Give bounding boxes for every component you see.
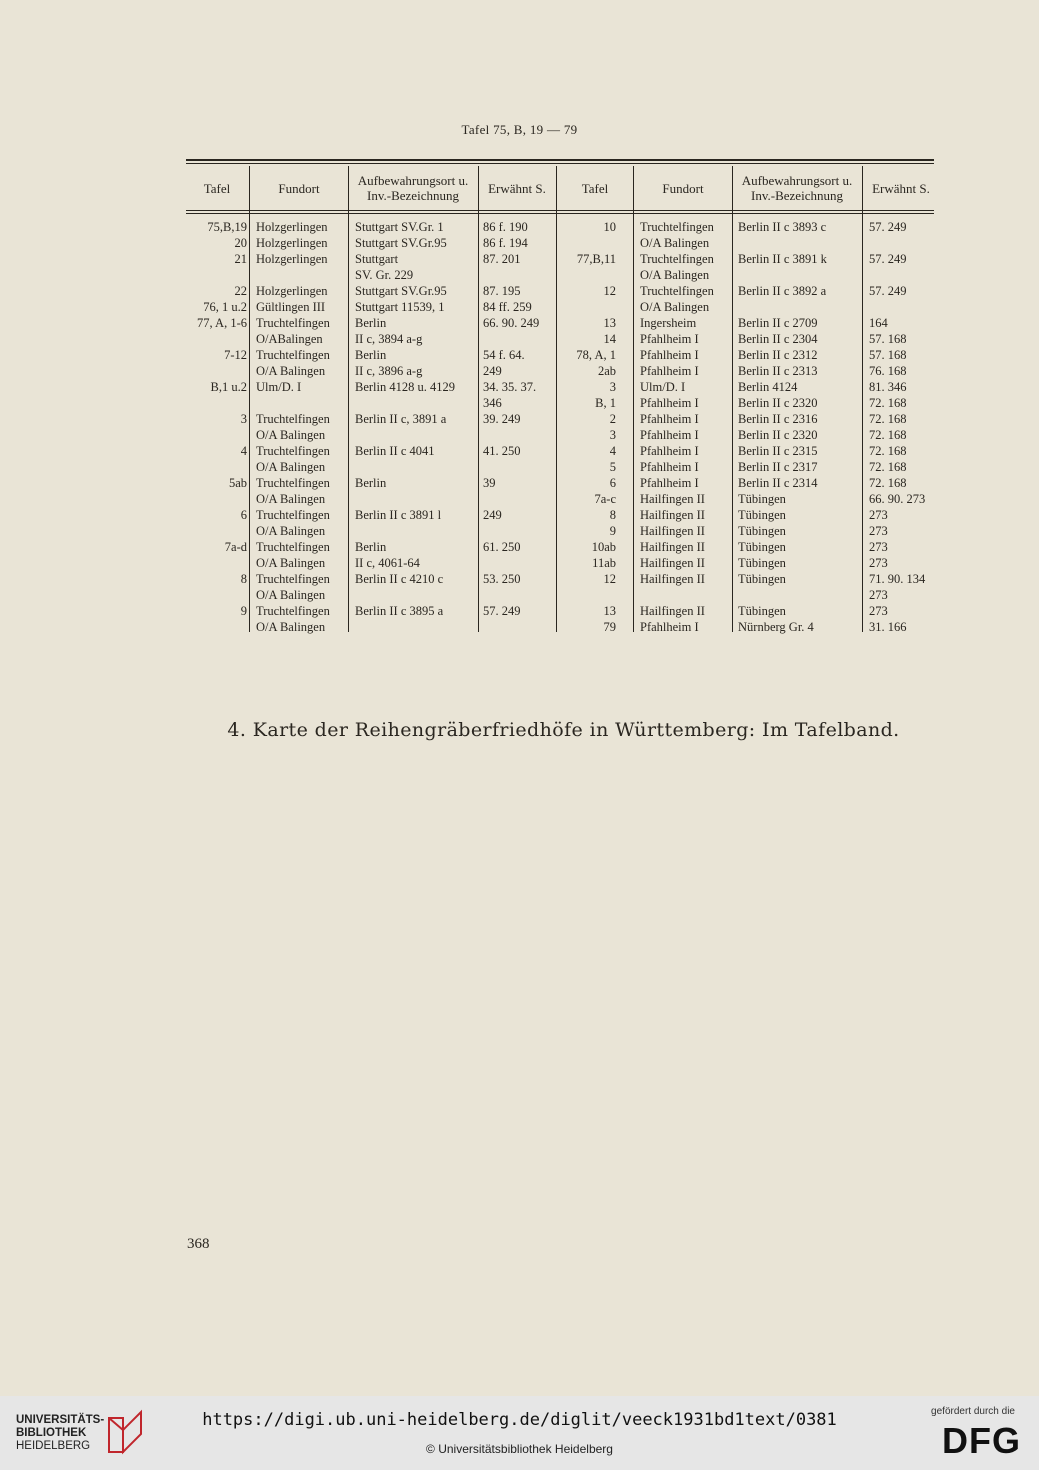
cell-left-erw: 41. 250: [483, 444, 521, 458]
column-divider: [478, 166, 479, 632]
table-top-rule-thin: [186, 163, 934, 164]
cell-left-aufb: Berlin II c 4210 c: [355, 572, 444, 586]
cell-left-aufb: II c, 4061-64: [355, 556, 420, 570]
cell-right-tafel: 10: [603, 220, 616, 234]
cell-left-tafel: 77, A, 1-6: [197, 316, 247, 330]
logo-line: HEIDELBERG: [16, 1440, 91, 1452]
cell-left-aufb: Berlin: [355, 348, 387, 362]
cell-right-erw: 72. 168: [869, 396, 907, 410]
cell-right-tafel: 2: [609, 412, 616, 426]
dfg-logo: DFG: [942, 1420, 1021, 1461]
cell-left-fund: Holzgerlingen: [256, 236, 328, 250]
cell-right-aufb: Berlin II c 3891 k: [738, 252, 827, 266]
cell-right-erw: 164: [869, 316, 888, 330]
cell-left-erw: 86 f. 190: [483, 220, 528, 234]
cell-right-tafel: 4: [609, 444, 616, 458]
cell-right-erw: 273: [869, 556, 888, 570]
cell-left-erw: 249: [483, 364, 502, 378]
header-separator-rule-thin: [186, 213, 934, 214]
cell-right-fund: Ingersheim: [640, 316, 697, 330]
cell-left-erw: 87. 195: [483, 284, 521, 298]
table-top-rule: [186, 159, 934, 161]
cell-left-tafel: 76, 1 u.2: [203, 300, 247, 314]
cell-right-fund: Pfahlheim I: [640, 332, 699, 346]
cell-right-aufb: Tübingen: [738, 492, 786, 506]
cell-right-fund: Truchtelfingen: [640, 252, 714, 266]
cell-right-fund: Ulm/D. I: [640, 380, 686, 394]
cell-right-tafel: 10ab: [591, 540, 616, 554]
cell-left-fund: Holzgerlingen: [256, 220, 328, 234]
cell-left-erw: 346: [483, 396, 502, 410]
cell-left-fund: Truchtelfingen: [256, 476, 330, 490]
header-tafel-left: Tafel: [203, 180, 231, 196]
cell-right-fund: Pfahlheim I: [640, 476, 699, 490]
cell-left-tafel: 20: [234, 236, 247, 250]
funder-note: gefördert durch die: [931, 1406, 1015, 1417]
cell-left-erw: 34. 35. 37.: [483, 380, 537, 394]
cell-right-fund: Pfahlheim I: [640, 364, 699, 378]
cell-left-aufb: Berlin: [355, 540, 387, 554]
logo-line: BIBLIOTHEK: [16, 1427, 87, 1439]
cell-right-tafel: 3: [609, 380, 616, 394]
cell-right-tafel: B, 1: [595, 396, 616, 410]
column-divider: [732, 166, 733, 632]
header-aufbewahrungsort-right: Aufbewahrungsort u. Inv.-Bezeichnung: [741, 173, 853, 203]
cell-right-fund: Pfahlheim I: [640, 396, 699, 410]
cell-right-aufb: Berlin II c 2314: [738, 476, 818, 490]
cell-right-erw: 273: [869, 588, 888, 602]
cell-right-erw: 76. 168: [869, 364, 907, 378]
cell-right-erw: 72. 168: [869, 412, 907, 426]
cell-left-aufb: Stuttgart SV.Gr.95: [355, 284, 447, 298]
page-number: 368: [187, 1236, 210, 1252]
permalink-url[interactable]: https://digi.ub.uni-heidelberg.de/diglit/veeck1931bd1text/0381: [202, 1410, 837, 1430]
cell-right-aufb: Tübingen: [738, 540, 786, 554]
cell-right-tafel: 2ab: [597, 364, 616, 378]
cell-left-fund: O/A Balingen: [256, 364, 326, 378]
cell-right-fund: Hailfingen II: [640, 492, 705, 506]
header-erwaehnt-left: Erwähnt S.: [488, 180, 546, 196]
copyright-notice: © Universitätsbibliothek Heidelberg: [426, 1442, 613, 1456]
cell-left-erw: 249: [483, 508, 502, 522]
cell-left-aufb: Berlin II c 4041: [355, 444, 435, 458]
cell-left-erw: 53. 250: [483, 572, 521, 586]
cell-right-erw: 57. 249: [869, 220, 907, 234]
cell-right-tafel: 77,B,11: [576, 252, 616, 266]
cell-left-tafel: 3: [240, 412, 247, 426]
cell-left-fund: Truchtelfingen: [256, 572, 330, 586]
column-divider: [348, 166, 349, 632]
header-separator-rule: [186, 210, 934, 211]
cell-left-erw: 39: [483, 476, 496, 490]
cell-left-erw: 86 f. 194: [483, 236, 528, 250]
cell-left-tafel: 8: [240, 572, 247, 586]
cell-right-fund: Pfahlheim I: [640, 620, 699, 634]
cell-left-fund: O/A Balingen: [256, 492, 326, 506]
cell-right-erw: 72. 168: [869, 428, 907, 442]
cell-right-aufb: Berlin II c 2312: [738, 348, 818, 362]
cell-left-tafel: 22: [234, 284, 247, 298]
footer-bar: [0, 1396, 1039, 1470]
cell-left-tafel: 7-12: [224, 348, 247, 362]
cell-right-aufb: Berlin 4124: [738, 380, 798, 394]
cell-right-fund: Truchtelfingen: [640, 220, 714, 234]
cell-right-aufb: Berlin II c 2304: [738, 332, 818, 346]
cell-left-fund: Truchtelfingen: [256, 508, 330, 522]
cell-left-fund: O/A Balingen: [256, 460, 326, 474]
cell-right-erw: 31. 166: [869, 620, 907, 634]
cell-left-tafel: 6: [240, 508, 247, 522]
cell-right-tafel: 11ab: [592, 556, 616, 570]
cell-right-aufb: Berlin II c 2709: [738, 316, 818, 330]
cell-right-tafel: 8: [609, 508, 616, 522]
cell-left-erw: 54 f. 64.: [483, 348, 525, 362]
cell-left-fund: Gültlingen III: [256, 300, 326, 314]
cell-left-aufb: Stuttgart: [355, 252, 399, 266]
header-tafel-right: Tafel: [581, 180, 609, 196]
cell-right-fund: Hailfingen II: [640, 604, 705, 618]
cell-right-erw: 273: [869, 524, 888, 538]
cell-right-fund: Pfahlheim I: [640, 444, 699, 458]
cell-left-erw: 61. 250: [483, 540, 521, 554]
cell-right-fund: Hailfingen II: [640, 556, 705, 570]
cell-right-fund: Pfahlheim I: [640, 428, 699, 442]
cell-left-fund: Truchtelfingen: [256, 348, 330, 362]
cell-left-fund: O/A Balingen: [256, 620, 326, 634]
cell-right-erw: 273: [869, 508, 888, 522]
cell-right-aufb: Tübingen: [738, 572, 786, 586]
cell-right-erw: 57. 168: [869, 348, 907, 362]
header-fundort-right: Fundort: [662, 180, 704, 196]
cell-left-erw: 87. 201: [483, 252, 521, 266]
cell-right-aufb: Berlin II c 2315: [738, 444, 818, 458]
cell-left-aufb: Berlin II c, 3891 a: [355, 412, 447, 426]
cell-left-tafel: B,1 u.2: [210, 380, 247, 394]
running-head: Tafel 75, B, 19 — 79: [461, 122, 578, 137]
cell-right-aufb: Berlin II c 2320: [738, 396, 818, 410]
cell-right-erw: 72. 168: [869, 460, 907, 474]
cell-right-erw: 273: [869, 604, 888, 618]
cell-left-erw: 39. 249: [483, 412, 521, 426]
cell-right-tafel: 9: [609, 524, 616, 538]
cell-right-tafel: 13: [603, 316, 616, 330]
cell-left-fund: Truchtelfingen: [256, 444, 330, 458]
cell-right-fund: Hailfingen II: [640, 572, 705, 586]
cell-right-aufb: Berlin II c 2316: [738, 412, 818, 426]
cell-left-tafel: 4: [240, 444, 247, 458]
cell-right-tafel: 13: [603, 604, 616, 618]
cell-right-erw: 72. 168: [869, 476, 907, 490]
cell-left-erw: 57. 249: [483, 604, 521, 618]
cell-right-tafel: 12: [603, 572, 616, 586]
cell-right-aufb: Berlin II c 2317: [738, 460, 818, 474]
column-divider: [556, 166, 557, 632]
cell-left-aufb: II c, 3894 a-g: [355, 332, 423, 346]
header-fundort-left: Fundort: [278, 180, 320, 196]
cell-left-fund: Holzgerlingen: [256, 284, 328, 298]
cell-right-fund: Hailfingen II: [640, 524, 705, 538]
cell-right-erw: 66. 90. 273: [869, 492, 926, 506]
header-aufbewahrungsort-left: Aufbewahrungsort u. Inv.-Bezeichnung: [357, 173, 469, 203]
cell-right-erw: 57. 249: [869, 284, 907, 298]
cell-left-fund: Truchtelfingen: [256, 316, 330, 330]
cell-right-tafel: 78, A, 1: [576, 348, 616, 362]
cell-right-aufb: Tübingen: [738, 604, 786, 618]
cell-right-tafel: 7a-c: [594, 492, 616, 506]
cell-right-fund: Hailfingen II: [640, 508, 705, 522]
cell-right-erw: 81. 346: [869, 380, 907, 394]
cell-right-tafel: 5: [609, 460, 616, 474]
cell-left-tafel: 7a-d: [224, 540, 247, 554]
cell-left-fund: O/A Balingen: [256, 524, 326, 538]
cell-left-fund: O/A Balingen: [256, 428, 326, 442]
cell-left-fund: Truchtelfingen: [256, 412, 330, 426]
cell-right-fund: O/A Balingen: [640, 236, 710, 250]
cell-left-aufb: Stuttgart SV.Gr.95: [355, 236, 447, 250]
logo-line: UNIVERSITÄTS-: [16, 1414, 105, 1426]
cell-left-fund: Holzgerlingen: [256, 252, 328, 266]
cell-right-aufb: Tübingen: [738, 524, 786, 538]
cell-right-aufb: Nürnberg Gr. 4: [738, 620, 814, 634]
column-divider: [862, 166, 863, 632]
cell-right-fund: O/A Balingen: [640, 300, 710, 314]
cell-left-tafel: 21: [234, 252, 247, 266]
cell-right-fund: Pfahlheim I: [640, 348, 699, 362]
cell-right-tafel: 79: [603, 620, 616, 634]
cell-left-aufb: Berlin II c 3891 l: [355, 508, 442, 522]
cell-left-fund: O/ABalingen: [256, 332, 323, 346]
cell-left-aufb: Stuttgart 11539, 1: [355, 300, 445, 314]
section-heading: 4. Karte der Reihengräberfriedhöfe in Württemberg: Im Tafelband.: [227, 719, 900, 741]
cell-left-fund: Ulm/D. I: [256, 380, 302, 394]
cell-right-aufb: Berlin II c 2313: [738, 364, 818, 378]
cell-left-tafel: 5ab: [228, 476, 247, 490]
cell-right-tafel: 6: [609, 476, 616, 490]
cell-left-fund: O/A Balingen: [256, 556, 326, 570]
cell-right-aufb: Tübingen: [738, 508, 786, 522]
cell-right-fund: Truchtelfingen: [640, 284, 714, 298]
cell-left-erw: 84 ff. 259: [483, 300, 532, 314]
cell-right-erw: 273: [869, 540, 888, 554]
cell-right-aufb: Berlin II c 2320: [738, 428, 818, 442]
cell-left-fund: Truchtelfingen: [256, 604, 330, 618]
cell-left-aufb: Berlin: [355, 316, 387, 330]
cell-right-fund: Pfahlheim I: [640, 460, 699, 474]
cell-right-erw: 57. 168: [869, 332, 907, 346]
cell-right-aufb: Berlin II c 3893 c: [738, 220, 827, 234]
cell-right-erw: 57. 249: [869, 252, 907, 266]
cell-left-fund: Truchtelfingen: [256, 540, 330, 554]
cell-right-tafel: 12: [603, 284, 616, 298]
cell-right-erw: 71. 90. 134: [869, 572, 926, 586]
cell-right-erw: 72. 168: [869, 444, 907, 458]
cell-left-tafel: 9: [240, 604, 247, 618]
header-erwaehnt-right: Erwähnt S.: [872, 180, 930, 196]
cell-left-tafel: 75,B,19: [207, 220, 247, 234]
column-divider: [249, 166, 250, 632]
cell-right-aufb: Tübingen: [738, 556, 786, 570]
cell-left-erw: 66. 90. 249: [483, 316, 540, 330]
cell-left-aufb: II c, 3896 a-g: [355, 364, 423, 378]
cell-left-aufb: SV. Gr. 229: [355, 268, 414, 282]
cell-right-tafel: 14: [603, 332, 616, 346]
cell-left-aufb: Berlin 4128 u. 4129: [355, 380, 455, 394]
cell-left-aufb: Berlin: [355, 476, 387, 490]
column-divider: [633, 166, 634, 632]
cell-right-tafel: 3: [609, 428, 616, 442]
cell-right-fund: Pfahlheim I: [640, 412, 699, 426]
cell-left-fund: O/A Balingen: [256, 588, 326, 602]
cell-right-fund: Hailfingen II: [640, 540, 705, 554]
cell-right-fund: O/A Balingen: [640, 268, 710, 282]
cell-left-aufb: Berlin II c 3895 a: [355, 604, 444, 618]
cell-right-aufb: Berlin II c 3892 a: [738, 284, 827, 298]
cell-left-aufb: Stuttgart SV.Gr. 1: [355, 220, 444, 234]
